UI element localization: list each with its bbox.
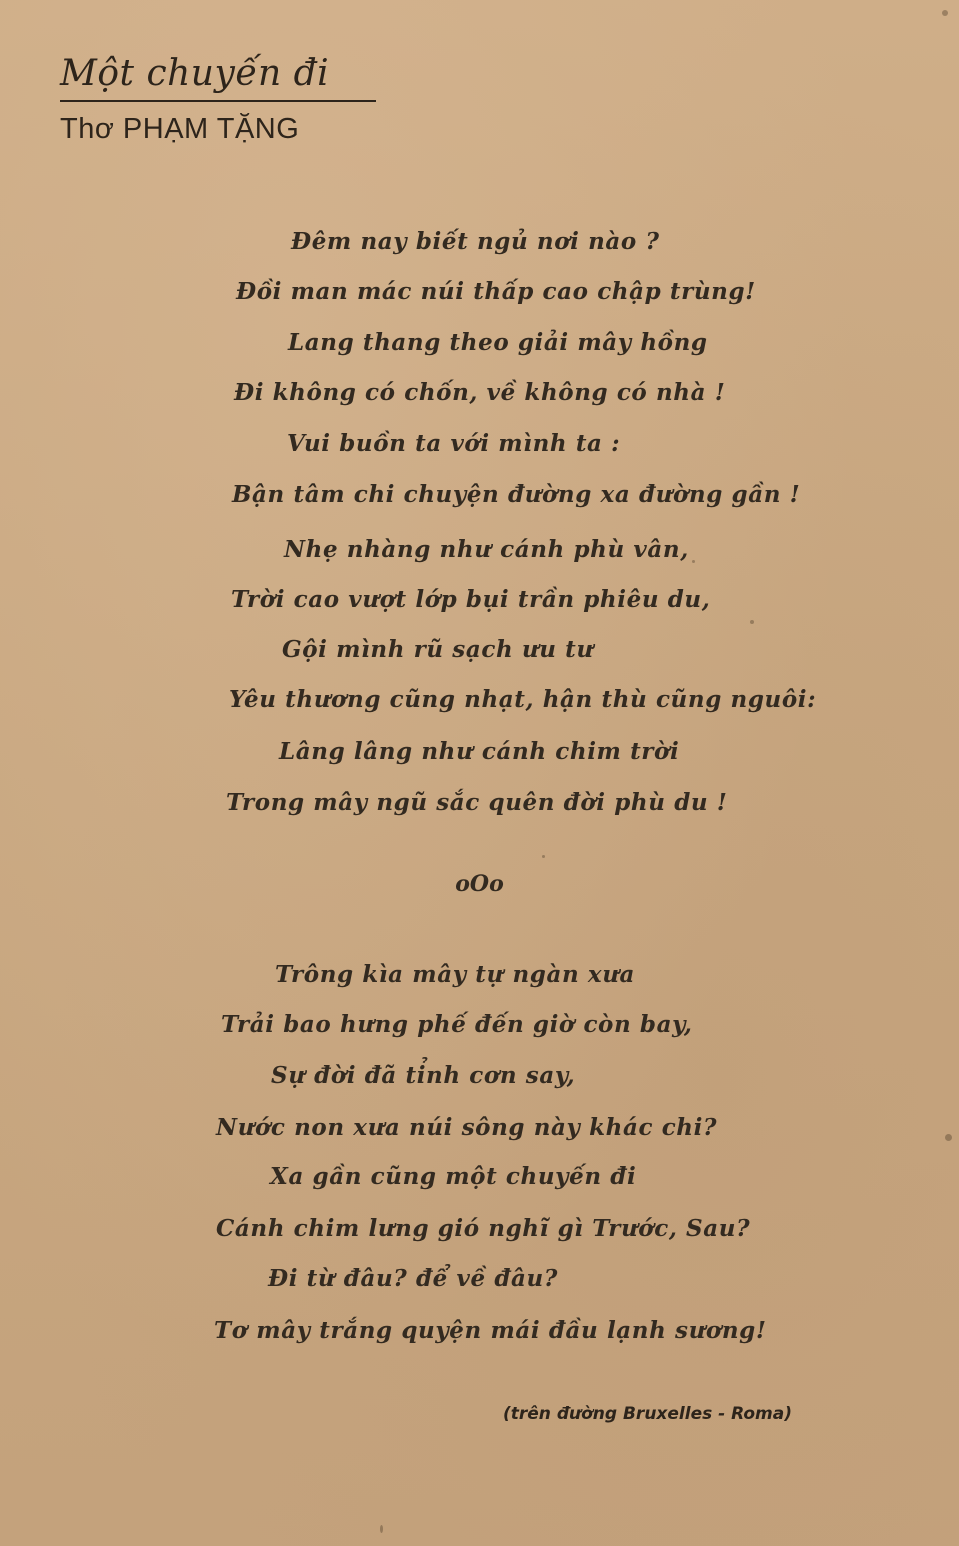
paper-speck bbox=[542, 855, 545, 858]
poem-line: Nước non xưa núi sông này khác chi? bbox=[216, 1114, 718, 1141]
poem-byline: Thơ PHẠM TẶNG bbox=[60, 113, 300, 145]
poem-line: Tơ mây trắng quyện mái đầu lạnh sương! bbox=[214, 1317, 767, 1344]
title-underline bbox=[60, 100, 376, 102]
poem-line: Trải bao hưng phế đến giờ còn bay, bbox=[221, 1011, 693, 1038]
poem-line: Lâng lâng như cánh chim trời bbox=[279, 738, 680, 765]
poem-line: Trời cao vượt lớp bụi trần phiêu du, bbox=[231, 586, 711, 613]
poem-line: Trong mây ngũ sắc quên đời phù du ! bbox=[226, 789, 728, 816]
paper-speck bbox=[942, 10, 948, 16]
poem-line: Sự đời đã tỉnh cơn say, bbox=[271, 1062, 576, 1089]
paper-speck bbox=[945, 1134, 952, 1141]
poem-line: Vui buồn ta với mình ta : bbox=[287, 430, 621, 457]
stanza-divider: oOo bbox=[455, 871, 504, 897]
paper-speck bbox=[750, 620, 754, 624]
poem-header bbox=[60, 50, 376, 148]
poem-line: Đi không có chốn, về không có nhà ! bbox=[234, 379, 726, 406]
poem-line: Lang thang theo giải mây hồng bbox=[288, 329, 708, 356]
travel-note: (trên đường Bruxelles - Roma) bbox=[503, 1404, 792, 1424]
poem-line: Đồi man mác núi thấp cao chập trùng! bbox=[236, 278, 756, 305]
paper-speck bbox=[380, 1525, 383, 1533]
poem-line: Đi từ đâu? để về đâu? bbox=[268, 1265, 558, 1292]
poem-line: Cánh chim lưng gió nghĩ gì Trước, Sau? bbox=[216, 1215, 751, 1242]
paper-speck bbox=[692, 560, 695, 563]
poem-line: Trông kìa mây tự ngàn xưa bbox=[275, 961, 636, 988]
poem-line: Bận tâm chi chuyện đường xa đường gần ! bbox=[232, 481, 801, 508]
poem-line: Yêu thương cũng nhạt, hận thù cũng nguôi: bbox=[229, 686, 817, 713]
poem-line: Gội mình rũ sạch ưu tư bbox=[282, 636, 594, 663]
poem-line: Đêm nay biết ngủ nơi nào ? bbox=[291, 228, 660, 255]
poem-line: Xa gần cũng một chuyến đi bbox=[270, 1163, 637, 1190]
poem-line: Nhẹ nhàng như cánh phù vân, bbox=[284, 536, 689, 563]
poem-title: Một chuyến đi bbox=[60, 53, 330, 94]
